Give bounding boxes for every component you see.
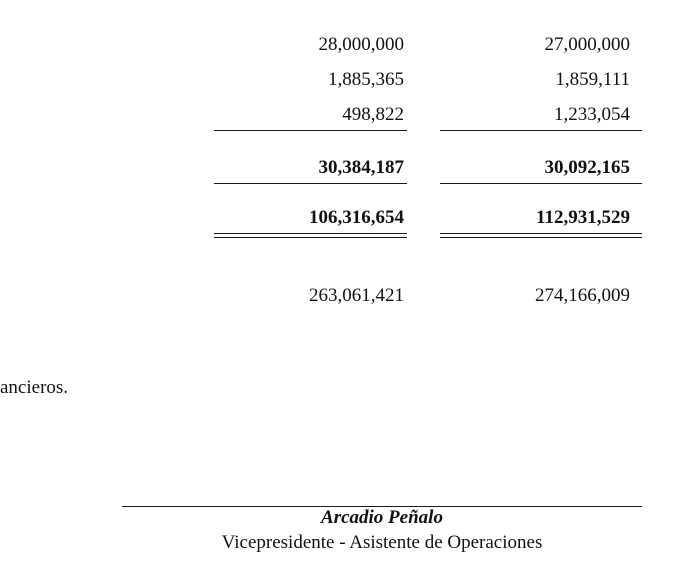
total-double-rule-top-col-1 [214,233,407,234]
note-text: ancieros. [0,377,69,398]
subtotal-rule-col-1 [214,130,407,131]
memo-col-1-value: 263,061,421 [309,285,404,306]
signatory-name: Arcadio Peñalo [321,507,443,528]
total-rule-col-2 [440,183,642,184]
row-3-col-2-value: 1,233,054 [554,104,630,125]
row-2-col-1-value: 1,885,365 [328,69,404,90]
signatory-title: Vicepresidente - Asistente de Operaciones [221,532,543,553]
total-rule-col-1 [214,183,407,184]
total-col-2-value: 112,931,529 [536,207,630,228]
row-1-col-1-value: 28,000,000 [318,34,404,55]
total-double-rule-bottom-col-2 [440,237,642,238]
memo-col-2-value: 274,166,009 [535,285,630,306]
row-1-col-2-value: 27,000,000 [544,34,630,55]
row-2-col-2-value: 1,859,111 [555,69,630,90]
subtotal-col-1-value: 30,384,187 [318,157,404,178]
row-3-col-1-value: 498,822 [342,104,404,125]
total-double-rule-bottom-col-1 [214,237,407,238]
total-double-rule-top-col-2 [440,233,642,234]
total-col-1-value: 106,316,654 [309,207,404,228]
subtotal-rule-col-2 [440,130,642,131]
subtotal-col-2-value: 30,092,165 [544,157,630,178]
